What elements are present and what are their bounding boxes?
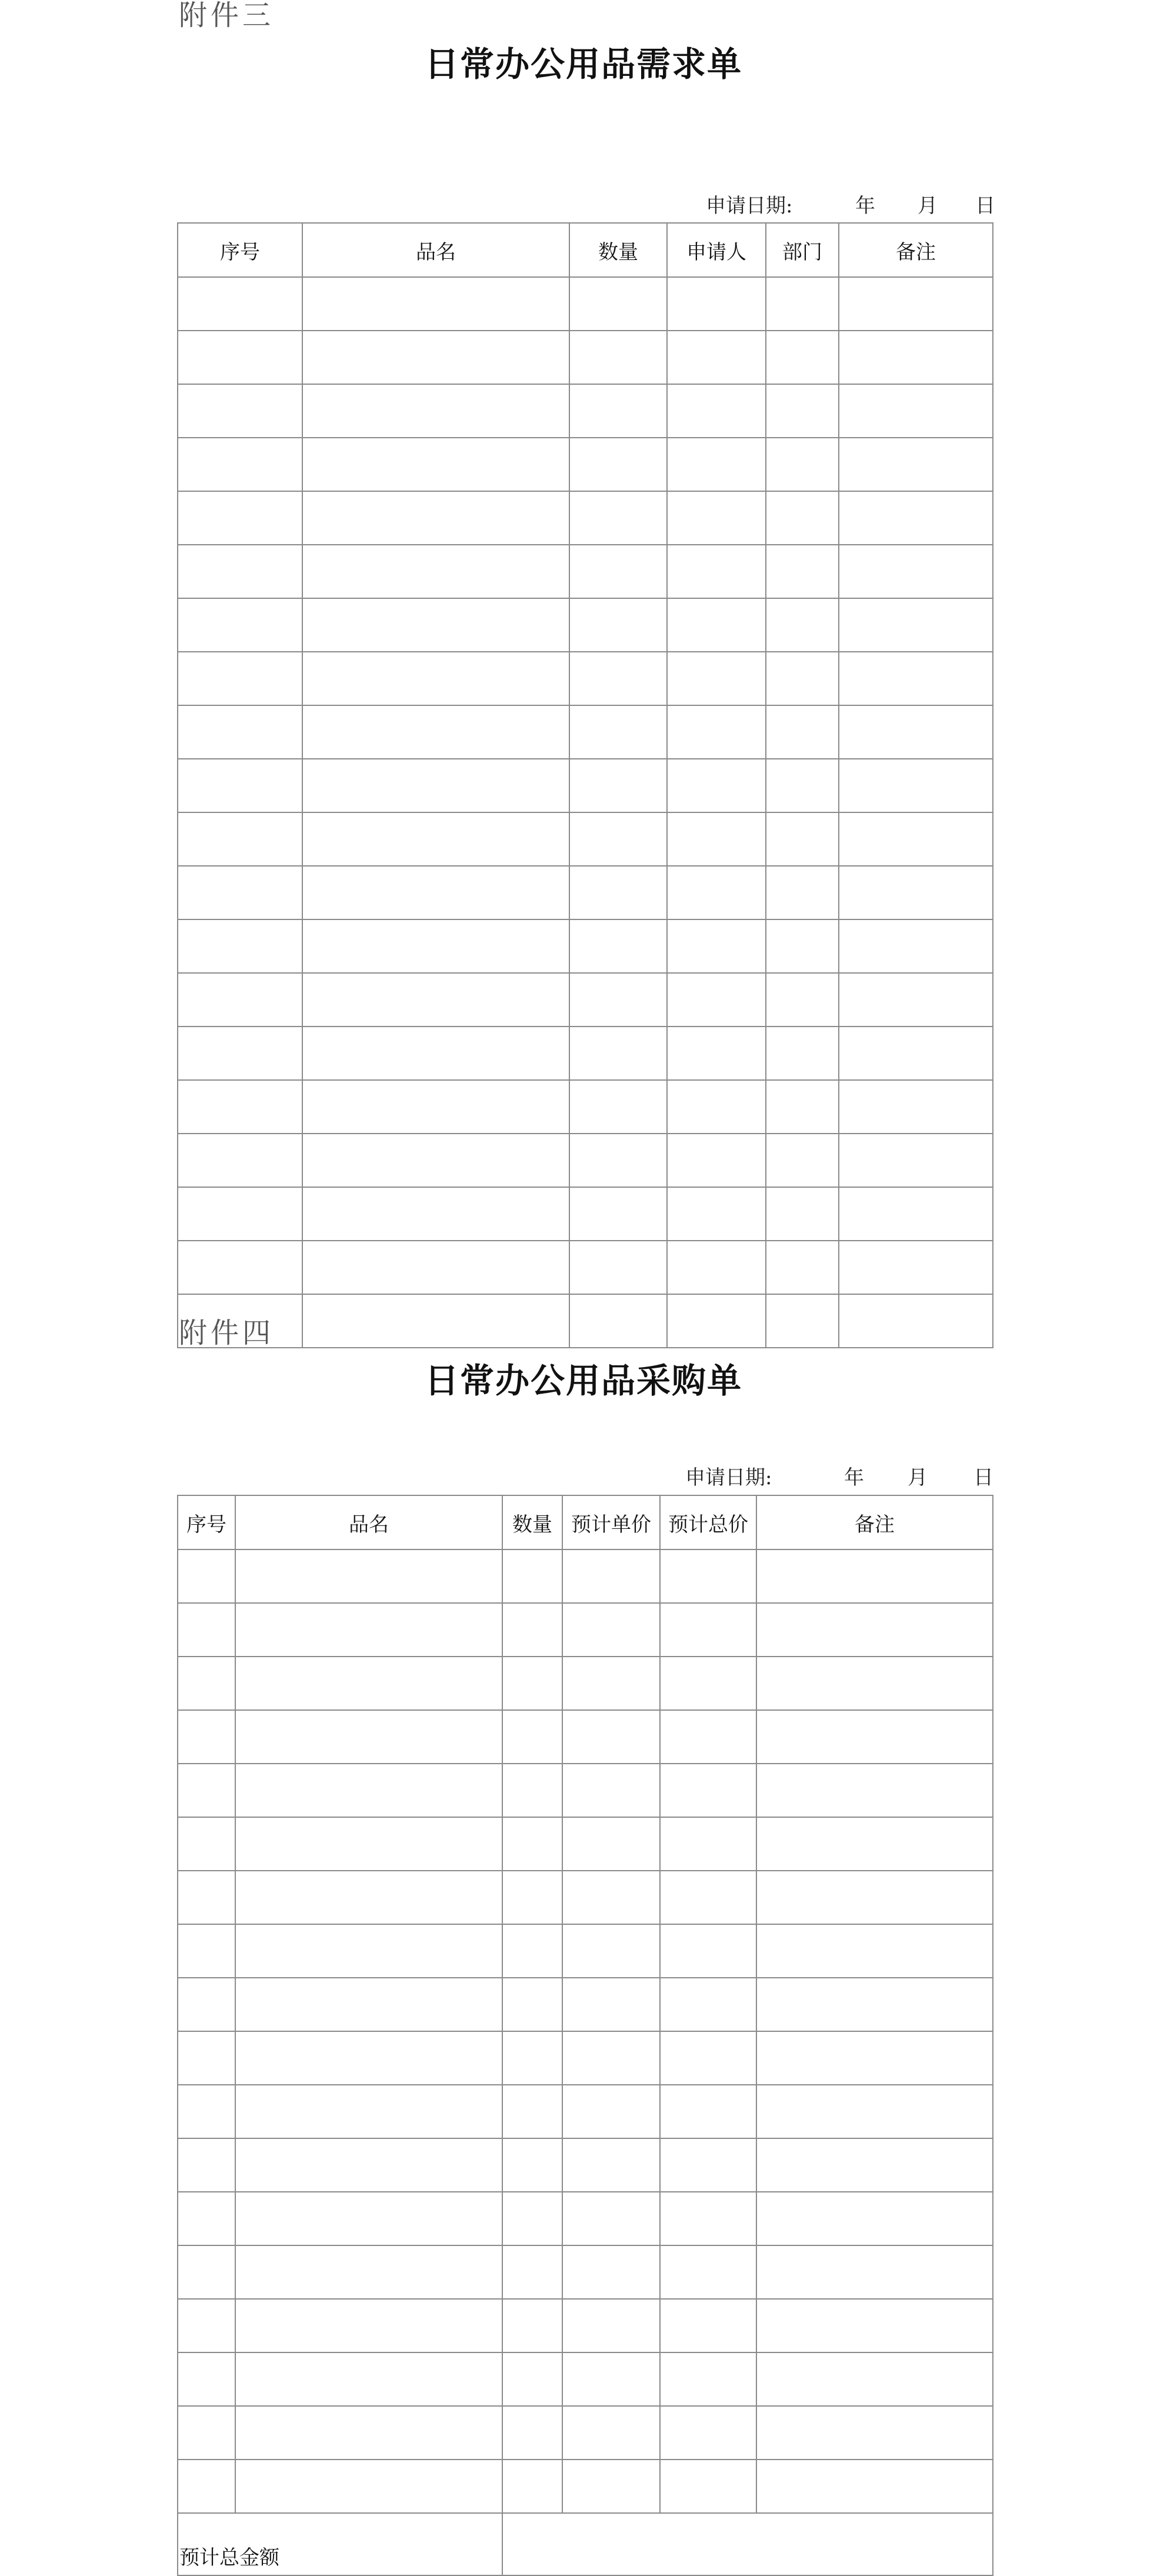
table-cell[interactable] xyxy=(502,2299,562,2352)
table-cell[interactable] xyxy=(766,1080,839,1134)
table-cell[interactable] xyxy=(569,1080,667,1134)
table-row xyxy=(178,1134,993,1187)
table-cell[interactable] xyxy=(756,1764,993,1817)
table-cell[interactable] xyxy=(569,919,667,973)
table-cell[interactable] xyxy=(569,812,667,866)
total-amount-label: 预计总金额 xyxy=(179,2546,279,2570)
table-cell[interactable] xyxy=(302,545,569,598)
table-cell[interactable] xyxy=(766,1027,839,1080)
table-cell[interactable] xyxy=(766,598,839,652)
table-row xyxy=(178,652,993,705)
annex-4-label: 附件四 xyxy=(179,1317,275,1349)
column-header-remarks: 备注 xyxy=(756,1495,993,1549)
table-row xyxy=(178,277,993,331)
table-cell[interactable] xyxy=(756,1817,993,1871)
table-row xyxy=(178,1027,993,1080)
table-cell[interactable] xyxy=(766,277,839,331)
table-cell[interactable] xyxy=(766,973,839,1027)
table-cell[interactable] xyxy=(756,1603,993,1657)
table-cell[interactable] xyxy=(839,1027,993,1080)
table-cell[interactable] xyxy=(302,1027,569,1080)
table-row xyxy=(178,2085,993,2138)
table-cell[interactable] xyxy=(839,705,993,759)
table-cell[interactable] xyxy=(660,1764,756,1817)
table-cell[interactable] xyxy=(569,1294,667,1348)
table-cell[interactable] xyxy=(235,1924,502,1978)
table-cell[interactable] xyxy=(302,812,569,866)
table-cell[interactable] xyxy=(667,705,766,759)
table-cell[interactable] xyxy=(660,1924,756,1978)
table-cell[interactable] xyxy=(562,2352,660,2406)
table-header-row xyxy=(178,1495,993,1549)
table-cell[interactable] xyxy=(667,1027,766,1080)
table-cell[interactable] xyxy=(667,1187,766,1241)
table-cell[interactable] xyxy=(667,759,766,812)
table-cell[interactable] xyxy=(178,2245,235,2299)
demand-form-date-line xyxy=(706,196,1000,219)
table-cell[interactable] xyxy=(660,2406,756,2460)
table-cell[interactable] xyxy=(502,2460,562,2513)
table-cell[interactable] xyxy=(839,331,993,384)
table-cell[interactable] xyxy=(178,759,302,812)
table-cell[interactable] xyxy=(178,812,302,866)
table-cell[interactable] xyxy=(178,598,302,652)
table-cell[interactable] xyxy=(667,812,766,866)
table-row xyxy=(178,1294,993,1348)
table-cell[interactable] xyxy=(178,331,302,384)
table-cell[interactable] xyxy=(839,1187,993,1241)
column-header-quantity: 数量 xyxy=(502,1495,562,1549)
table-cell[interactable] xyxy=(502,2245,562,2299)
date-month: 月 xyxy=(918,194,938,218)
table-cell[interactable] xyxy=(302,1241,569,1294)
table-cell[interactable] xyxy=(562,1817,660,1871)
table-row xyxy=(178,2460,993,2513)
table-cell[interactable] xyxy=(235,2138,502,2192)
table-header-row xyxy=(178,223,993,277)
table-cell[interactable] xyxy=(178,1549,235,1603)
table-row xyxy=(178,1764,993,1817)
table-cell[interactable] xyxy=(756,2085,993,2138)
annex-3-label: 附件三 xyxy=(179,0,275,32)
table-cell[interactable] xyxy=(660,1657,756,1710)
table-row xyxy=(178,2138,993,2192)
table-cell[interactable] xyxy=(178,1603,235,1657)
table-cell[interactable] xyxy=(178,2352,235,2406)
table-cell[interactable] xyxy=(569,973,667,1027)
table-cell[interactable] xyxy=(302,277,569,331)
table-cell[interactable] xyxy=(302,705,569,759)
table-cell[interactable] xyxy=(235,2192,502,2245)
table-row xyxy=(178,1978,993,2031)
table-row xyxy=(178,2352,993,2406)
table-cell[interactable] xyxy=(235,2085,502,2138)
table-cell[interactable] xyxy=(667,919,766,973)
table-cell[interactable] xyxy=(766,812,839,866)
table-row xyxy=(178,973,993,1027)
table-cell[interactable] xyxy=(766,545,839,598)
table-cell[interactable] xyxy=(178,2406,235,2460)
table-cell[interactable] xyxy=(667,652,766,705)
table-cell[interactable] xyxy=(569,331,667,384)
table-cell[interactable] xyxy=(839,919,993,973)
table-cell[interactable] xyxy=(667,277,766,331)
table-cell[interactable] xyxy=(302,1187,569,1241)
table-cell[interactable] xyxy=(178,1027,302,1080)
table-cell[interactable] xyxy=(756,2460,993,2513)
table-cell[interactable] xyxy=(667,1294,766,1348)
table-cell[interactable] xyxy=(839,384,993,438)
table-row xyxy=(178,1549,993,1603)
date-label: 申请日期: xyxy=(706,194,793,218)
table-cell[interactable] xyxy=(178,1657,235,1710)
date-day: 日 xyxy=(973,1466,993,1489)
table-cell[interactable] xyxy=(766,384,839,438)
table-row xyxy=(178,1241,993,1294)
table-cell[interactable] xyxy=(660,1710,756,1764)
table-cell[interactable] xyxy=(756,1549,993,1603)
table-cell[interactable] xyxy=(569,384,667,438)
table-cell[interactable] xyxy=(178,1817,235,1871)
table-cell[interactable] xyxy=(178,1187,302,1241)
table-cell[interactable] xyxy=(562,2406,660,2460)
table-cell[interactable] xyxy=(302,331,569,384)
column-header-remarks: 备注 xyxy=(839,223,993,277)
table-cell[interactable] xyxy=(562,1710,660,1764)
column-header-index: 序号 xyxy=(178,1495,235,1549)
table-cell[interactable] xyxy=(569,1134,667,1187)
table-cell[interactable] xyxy=(235,1603,502,1657)
table-cell[interactable] xyxy=(766,1241,839,1294)
table-cell[interactable] xyxy=(502,1924,562,1978)
date-label: 申请日期: xyxy=(685,1466,772,1489)
table-cell[interactable] xyxy=(235,1549,502,1603)
table-row xyxy=(178,1603,993,1657)
table-cell[interactable] xyxy=(839,545,993,598)
table-cell[interactable] xyxy=(569,1241,667,1294)
table-cell[interactable] xyxy=(178,652,302,705)
table-cell[interactable] xyxy=(660,1817,756,1871)
table-row xyxy=(178,1187,993,1241)
table-cell[interactable] xyxy=(569,759,667,812)
table-cell[interactable] xyxy=(660,2031,756,2085)
table-cell[interactable] xyxy=(562,1764,660,1817)
table-cell[interactable] xyxy=(660,1871,756,1924)
table-cell[interactable] xyxy=(839,812,993,866)
table-row xyxy=(178,812,993,866)
table-cell[interactable] xyxy=(756,1924,993,1978)
table-cell[interactable] xyxy=(766,438,839,491)
table-cell[interactable] xyxy=(178,1871,235,1924)
table-cell[interactable] xyxy=(562,1603,660,1657)
table-cell[interactable] xyxy=(502,2352,562,2406)
table-cell[interactable] xyxy=(235,2245,502,2299)
table-cell[interactable] xyxy=(302,384,569,438)
table-cell[interactable] xyxy=(839,1134,993,1187)
table-cell[interactable] xyxy=(766,1187,839,1241)
table-cell[interactable] xyxy=(178,919,302,973)
table-row xyxy=(178,2031,993,2085)
table-cell[interactable] xyxy=(756,2138,993,2192)
table-cell[interactable] xyxy=(766,1294,839,1348)
table-cell[interactable] xyxy=(667,598,766,652)
total-amount-cell xyxy=(178,2513,502,2575)
table-cell[interactable] xyxy=(766,705,839,759)
table-row xyxy=(178,1924,993,1978)
table-cell[interactable] xyxy=(235,1817,502,1871)
table-cell[interactable] xyxy=(839,1241,993,1294)
table-cell[interactable] xyxy=(569,652,667,705)
table-cell[interactable] xyxy=(302,1080,569,1134)
table-cell[interactable] xyxy=(660,2138,756,2192)
table-cell[interactable] xyxy=(839,491,993,545)
table-cell[interactable] xyxy=(235,2031,502,2085)
table-cell[interactable] xyxy=(178,1241,302,1294)
table-cell[interactable] xyxy=(178,438,302,491)
table-cell[interactable] xyxy=(569,866,667,919)
table-cell[interactable] xyxy=(569,1187,667,1241)
table-cell[interactable] xyxy=(756,2031,993,2085)
table-cell[interactable] xyxy=(839,973,993,1027)
table-row xyxy=(178,705,993,759)
table-cell[interactable] xyxy=(756,1978,993,2031)
table-cell[interactable] xyxy=(178,705,302,759)
table-cell[interactable] xyxy=(235,1710,502,1764)
table-cell[interactable] xyxy=(667,545,766,598)
table-cell[interactable] xyxy=(178,1764,235,1817)
table-cell[interactable] xyxy=(502,2031,562,2085)
table-cell[interactable] xyxy=(178,1924,235,1978)
column-header-quantity: 数量 xyxy=(569,223,667,277)
table-cell[interactable] xyxy=(178,384,302,438)
total-amount-row xyxy=(178,2513,993,2575)
table-cell[interactable] xyxy=(302,866,569,919)
table-row xyxy=(178,1080,993,1134)
table-cell[interactable] xyxy=(178,2460,235,2513)
table-cell[interactable] xyxy=(839,759,993,812)
table-cell[interactable] xyxy=(660,1549,756,1603)
table-row xyxy=(178,1657,993,1710)
table-cell[interactable] xyxy=(562,1657,660,1710)
table-cell[interactable] xyxy=(235,2299,502,2352)
purchase-table xyxy=(177,1495,993,2576)
table-cell[interactable] xyxy=(502,1549,562,1603)
table-cell[interactable] xyxy=(562,2245,660,2299)
table-cell[interactable] xyxy=(756,1871,993,1924)
column-header-est-total-price: 预计总价 xyxy=(660,1495,756,1549)
column-header-item-name: 品名 xyxy=(302,223,569,277)
purchase-form-date-line xyxy=(685,1468,1003,1491)
table-cell[interactable] xyxy=(302,598,569,652)
table-cell[interactable] xyxy=(766,652,839,705)
table-cell[interactable] xyxy=(562,2138,660,2192)
table-row xyxy=(178,919,993,973)
table-cell[interactable] xyxy=(667,438,766,491)
table-cell[interactable] xyxy=(302,759,569,812)
table-cell[interactable] xyxy=(562,1549,660,1603)
column-header-department: 部门 xyxy=(766,223,839,277)
table-cell[interactable] xyxy=(562,2031,660,2085)
table-cell[interactable] xyxy=(302,652,569,705)
table-row xyxy=(178,2245,993,2299)
column-header-item-name: 品名 xyxy=(235,1495,502,1549)
table-cell[interactable] xyxy=(178,2031,235,2085)
table-cell[interactable] xyxy=(839,1294,993,1348)
table-cell[interactable] xyxy=(756,2245,993,2299)
table-cell[interactable] xyxy=(667,973,766,1027)
table-row xyxy=(178,759,993,812)
table-cell[interactable] xyxy=(569,277,667,331)
table-cell[interactable] xyxy=(178,2138,235,2192)
table-cell[interactable] xyxy=(766,759,839,812)
purchase-form-title: 日常办公用品采购单 xyxy=(424,1361,742,1401)
table-cell[interactable] xyxy=(235,2460,502,2513)
total-amount-value-cell[interactable] xyxy=(502,2513,993,2575)
table-cell[interactable] xyxy=(660,2460,756,2513)
table-row xyxy=(178,2299,993,2352)
table-cell[interactable] xyxy=(667,1134,766,1187)
table-cell[interactable] xyxy=(569,545,667,598)
table-cell[interactable] xyxy=(756,2352,993,2406)
table-cell[interactable] xyxy=(502,1657,562,1710)
table-cell[interactable] xyxy=(839,598,993,652)
table-cell[interactable] xyxy=(660,1603,756,1657)
table-cell[interactable] xyxy=(756,2192,993,2245)
column-header-est-unit-price: 预计单价 xyxy=(562,1495,660,1549)
table-cell[interactable] xyxy=(660,2192,756,2245)
table-cell[interactable] xyxy=(766,919,839,973)
table-row xyxy=(178,1871,993,1924)
table-cell[interactable] xyxy=(660,2085,756,2138)
date-year: 年 xyxy=(844,1466,864,1489)
column-header-index: 序号 xyxy=(178,223,302,277)
table-cell[interactable] xyxy=(766,1134,839,1187)
table-cell[interactable] xyxy=(839,438,993,491)
table-cell[interactable] xyxy=(839,652,993,705)
table-cell[interactable] xyxy=(502,2406,562,2460)
table-cell[interactable] xyxy=(756,1710,993,1764)
table-cell[interactable] xyxy=(667,384,766,438)
table-cell[interactable] xyxy=(562,2085,660,2138)
table-cell[interactable] xyxy=(766,491,839,545)
table-cell[interactable] xyxy=(235,2406,502,2460)
table-cell[interactable] xyxy=(178,545,302,598)
table-cell[interactable] xyxy=(667,866,766,919)
table-cell[interactable] xyxy=(302,1134,569,1187)
table-row xyxy=(178,2192,993,2245)
table-cell[interactable] xyxy=(235,1871,502,1924)
table-cell[interactable] xyxy=(502,2192,562,2245)
table-cell[interactable] xyxy=(756,2299,993,2352)
table-cell[interactable] xyxy=(766,331,839,384)
table-cell[interactable] xyxy=(178,1710,235,1764)
table-row xyxy=(178,438,993,491)
table-cell[interactable] xyxy=(839,866,993,919)
date-month: 月 xyxy=(908,1466,928,1489)
table-cell[interactable] xyxy=(302,973,569,1027)
table-cell[interactable] xyxy=(502,2138,562,2192)
table-cell[interactable] xyxy=(502,2085,562,2138)
table-cell[interactable] xyxy=(660,2245,756,2299)
table-row xyxy=(178,331,993,384)
table-cell[interactable] xyxy=(756,1657,993,1710)
table-cell[interactable] xyxy=(667,331,766,384)
table-cell[interactable] xyxy=(178,973,302,1027)
table-cell[interactable] xyxy=(839,1080,993,1134)
table-cell[interactable] xyxy=(235,2352,502,2406)
table-cell[interactable] xyxy=(302,919,569,973)
table-cell[interactable] xyxy=(502,1603,562,1657)
table-cell[interactable] xyxy=(562,1978,660,2031)
table-cell[interactable] xyxy=(178,1080,302,1134)
table-cell[interactable] xyxy=(178,866,302,919)
table-cell[interactable] xyxy=(569,1027,667,1080)
table-row xyxy=(178,866,993,919)
demand-form-title: 日常办公用品需求单 xyxy=(424,44,742,84)
table-cell[interactable] xyxy=(562,2192,660,2245)
table-cell[interactable] xyxy=(569,598,667,652)
table-cell[interactable] xyxy=(667,1080,766,1134)
table-cell[interactable] xyxy=(660,2299,756,2352)
table-cell[interactable] xyxy=(235,1657,502,1710)
table-cell[interactable] xyxy=(839,277,993,331)
table-cell[interactable] xyxy=(178,2299,235,2352)
table-row xyxy=(178,491,993,545)
date-year: 年 xyxy=(855,194,875,218)
table-row xyxy=(178,1817,993,1871)
table-cell[interactable] xyxy=(178,1978,235,2031)
table-cell[interactable] xyxy=(178,491,302,545)
table-cell[interactable] xyxy=(502,1817,562,1871)
table-cell[interactable] xyxy=(178,1134,302,1187)
table-cell[interactable] xyxy=(660,1978,756,2031)
table-cell[interactable] xyxy=(569,438,667,491)
table-cell[interactable] xyxy=(302,438,569,491)
table-row xyxy=(178,545,993,598)
table-cell[interactable] xyxy=(569,491,667,545)
table-cell[interactable] xyxy=(562,1871,660,1924)
table-cell[interactable] xyxy=(235,1978,502,2031)
table-cell[interactable] xyxy=(766,866,839,919)
date-day: 日 xyxy=(975,194,995,218)
table-row xyxy=(178,1710,993,1764)
column-header-applicant: 申请人 xyxy=(667,223,766,277)
table-cell[interactable] xyxy=(502,1978,562,2031)
table-cell[interactable] xyxy=(756,2406,993,2460)
table-cell[interactable] xyxy=(502,1710,562,1764)
table-cell[interactable] xyxy=(502,1871,562,1924)
demand-table xyxy=(177,222,993,1348)
table-row xyxy=(178,384,993,438)
table-cell[interactable] xyxy=(235,1764,502,1817)
table-cell[interactable] xyxy=(562,2299,660,2352)
table-cell[interactable] xyxy=(502,1764,562,1817)
table-cell[interactable] xyxy=(178,2085,235,2138)
table-row xyxy=(178,2406,993,2460)
table-cell[interactable] xyxy=(562,2460,660,2513)
table-cell[interactable] xyxy=(302,1294,569,1348)
table-cell[interactable] xyxy=(302,491,569,545)
table-cell[interactable] xyxy=(667,491,766,545)
table-cell[interactable] xyxy=(562,1924,660,1978)
table-cell[interactable] xyxy=(178,277,302,331)
table-cell[interactable] xyxy=(569,705,667,759)
table-cell[interactable] xyxy=(660,2352,756,2406)
table-row xyxy=(178,598,993,652)
table-cell[interactable] xyxy=(178,2192,235,2245)
table-cell[interactable] xyxy=(667,1241,766,1294)
